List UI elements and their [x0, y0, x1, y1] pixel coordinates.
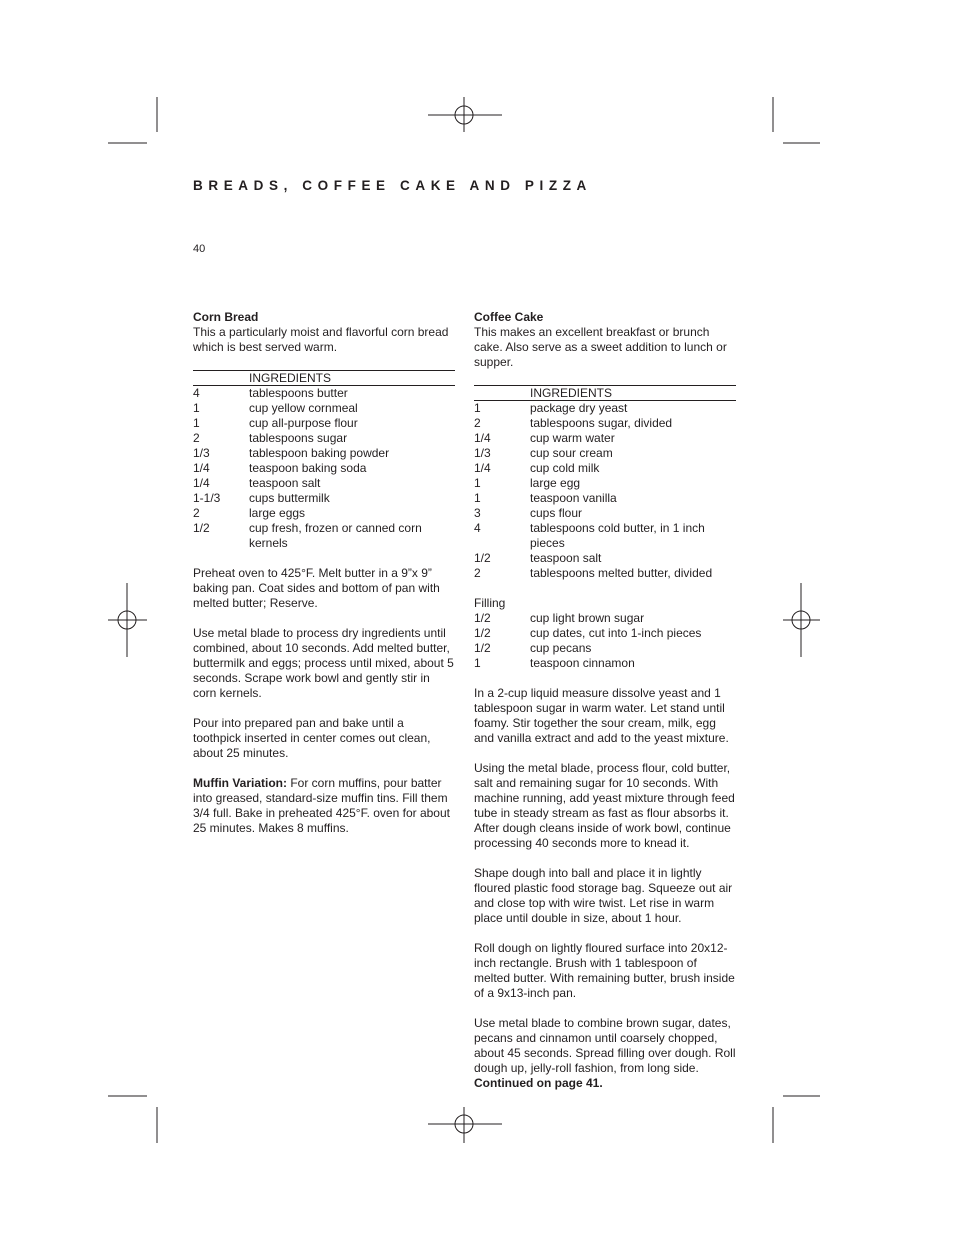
- ingredient-row: [193, 416, 455, 431]
- ingredient-quantity: 1/4: [474, 431, 491, 445]
- ingredient-item: teaspoon cinnamon: [530, 656, 635, 670]
- ingredient-row: [474, 431, 736, 446]
- ingredient-item: teaspoon salt: [530, 551, 602, 565]
- ingredient-item: cup cold milk: [530, 461, 600, 475]
- filling-label: Filling: [474, 596, 506, 610]
- ingredient-quantity: 1: [474, 656, 481, 670]
- ingredient-row: [193, 461, 455, 476]
- ingredient-item: large egg: [530, 476, 581, 490]
- ingredient-item: tablespoon baking powder: [249, 446, 390, 460]
- ingredient-item: cups flour: [530, 506, 583, 520]
- ingredient-quantity: 1: [193, 401, 200, 415]
- filling-list: [474, 611, 736, 671]
- ingredient-row: [193, 401, 455, 416]
- section-title: BREADS, COFFEE CAKE AND PIZZA: [193, 178, 592, 193]
- ingredient-quantity: 1: [474, 491, 481, 505]
- recipe-step: Preheat oven to 425°F. Melt butter in a 9”x 9” baking pan. Coat sides and bottom of pan with melted butter; Reserve.: [193, 566, 440, 610]
- ingredient-item: cup sour cream: [530, 446, 613, 460]
- ingredient-quantity: 1/2: [474, 551, 491, 565]
- ingredients-list: [193, 386, 455, 551]
- ingredient-quantity: 1/3: [474, 446, 491, 460]
- ingredient-row: [474, 641, 736, 656]
- recipe-step: Use metal blade to process dry ingredients until combined, about 10 seconds. Add melted butter, buttermilk and eggs; process until mixed, about 5 seconds. Scrape work bowl and gently stir in corn kernels.: [193, 626, 454, 700]
- ingredient-row: [474, 626, 736, 641]
- ingredients-header: INGREDIENTS: [249, 371, 332, 385]
- ingredient-row: [474, 476, 736, 491]
- ingredient-row: [474, 401, 736, 416]
- continued-note: Continued on page 41.: [474, 1076, 603, 1090]
- recipe-intro: This a particularly moist and flavorful corn bread which is best served warm.: [193, 325, 449, 354]
- recipe-step: Shape dough into ball and place it in lightly floured plastic food storage bag. Squeeze out air and close top with wire twist. Let rise in warm place until double in size, about 1 hour.: [474, 866, 733, 925]
- ingredient-row: [193, 506, 455, 521]
- ingredient-quantity: 1: [474, 401, 481, 415]
- ingredient-quantity: 1/3: [193, 446, 210, 460]
- page-number: 40: [193, 243, 206, 255]
- coffee-cake-recipe: [474, 310, 736, 1091]
- ingredient-quantity: 1/2: [474, 641, 491, 655]
- ingredient-quantity: 3: [474, 506, 481, 520]
- ingredient-item: tablespoons cold butter, in 1 inch pieces: [530, 521, 705, 550]
- recipe-title: Coffee Cake: [474, 310, 544, 324]
- ingredient-item: cup warm water: [530, 431, 615, 445]
- recipe-step: Roll dough on lightly floured surface into 20x12-inch rectangle. Brush with 1 tablespoon of melted butter. With remaining butter, brush inside of a 9x13-inch pan.: [474, 941, 735, 1000]
- ingredient-item: teaspoon baking soda: [249, 461, 367, 475]
- ingredients-list: [474, 401, 736, 581]
- recipe-step: Using the metal blade, process flour, cold butter, salt and remaining sugar for 10 seconds. With machine running, add yeast mixture through feed tube in steady stream as fast as flour absorbs it. After dough cleans inside of work bowl, continue processing 40 seconds more to knead it.: [474, 761, 735, 850]
- ingredient-quantity: 2: [193, 431, 200, 445]
- ingredient-row: [474, 566, 736, 581]
- ingredient-quantity: 1/4: [193, 476, 210, 490]
- ingredient-item: cup pecans: [530, 641, 592, 655]
- ingredient-row: [474, 506, 736, 521]
- recipe-step: Pour into prepared pan and bake until a toothpick inserted in center comes out clean, about 25 minutes.: [193, 716, 431, 760]
- ingredient-quantity: 1/4: [474, 461, 491, 475]
- ingredient-row: [193, 476, 455, 491]
- ingredient-item: large eggs: [249, 506, 306, 520]
- ingredient-row: [474, 491, 736, 506]
- recipe-step: In a 2-cup liquid measure dissolve yeast and 1 tablespoon sugar in warm water. Let stand until foamy. Stir together the sour cream, milk, egg and vanilla extract and add to the yeast mixture.: [474, 686, 729, 745]
- ingredient-row: [193, 446, 455, 461]
- ingredient-row: [474, 521, 736, 551]
- muffin-variation: [193, 776, 455, 836]
- ingredient-item: cup light brown sugar: [530, 611, 645, 625]
- ingredient-item: cup fresh, frozen or canned corn kernels: [249, 521, 422, 550]
- ingredient-row: [474, 416, 736, 431]
- ingredient-item: teaspoon salt: [249, 476, 321, 490]
- ingredient-quantity: 4: [193, 386, 200, 400]
- ingredients-header: INGREDIENTS: [530, 386, 613, 400]
- ingredient-row: [193, 431, 455, 446]
- ingredient-item: tablespoons melted butter, divided: [530, 566, 713, 580]
- variation-text: For corn muffins, pour batter into greased, standard-size muffin tins. Fill them 3/4 full. Bake in preheated 425°F. oven for about 25 minutes. Makes 8 muffins.: [193, 776, 450, 835]
- corn-bread-recipe: [193, 310, 455, 836]
- ingredient-item: cups buttermilk: [249, 491, 330, 505]
- ingredient-item: cup dates, cut into 1-inch pieces: [530, 626, 702, 640]
- ingredient-row: [193, 386, 455, 401]
- variation-label: Muffin Variation:: [193, 776, 287, 790]
- ingredient-quantity: 1: [193, 416, 200, 430]
- ingredient-quantity: 2: [474, 566, 481, 580]
- ingredient-quantity: 2: [474, 416, 481, 430]
- ingredient-item: tablespoons butter: [249, 386, 348, 400]
- ingredient-quantity: 1-1/3: [193, 491, 221, 505]
- ingredient-item: cup all-purpose flour: [249, 416, 358, 430]
- ingredient-item: tablespoons sugar: [249, 431, 348, 445]
- ingredient-row: [474, 551, 736, 566]
- ingredient-quantity: 1/4: [193, 461, 210, 475]
- ingredient-row: [474, 446, 736, 461]
- ingredient-quantity: 2: [193, 506, 200, 520]
- ingredient-quantity: 1/2: [193, 521, 210, 535]
- recipe-step: Use metal blade to combine brown sugar, dates, pecans and cinnamon until coarsely chopped, about 45 seconds. Spread filling over dough. Roll dough up, jelly-roll fashion, from long side.: [474, 1016, 736, 1075]
- ingredient-quantity: 1/2: [474, 626, 491, 640]
- ingredient-quantity: 1/2: [474, 611, 491, 625]
- ingredient-row: [474, 656, 736, 671]
- ingredient-item: tablespoons sugar, divided: [530, 416, 673, 430]
- recipe-intro: This makes an excellent breakfast or brunch cake. Also serve as a sweet addition to lunch or supper.: [474, 325, 727, 369]
- recipe-title: Corn Bread: [193, 310, 259, 324]
- ingredient-item: teaspoon vanilla: [530, 491, 617, 505]
- ingredient-row: [193, 491, 455, 506]
- ingredient-quantity: 4: [474, 521, 481, 535]
- ingredient-item: package dry yeast: [530, 401, 628, 415]
- ingredient-quantity: 1: [474, 476, 481, 490]
- ingredient-item: cup yellow cornmeal: [249, 401, 358, 415]
- ingredient-row: [474, 611, 736, 626]
- ingredient-row: [193, 521, 455, 551]
- ingredient-row: [474, 461, 736, 476]
